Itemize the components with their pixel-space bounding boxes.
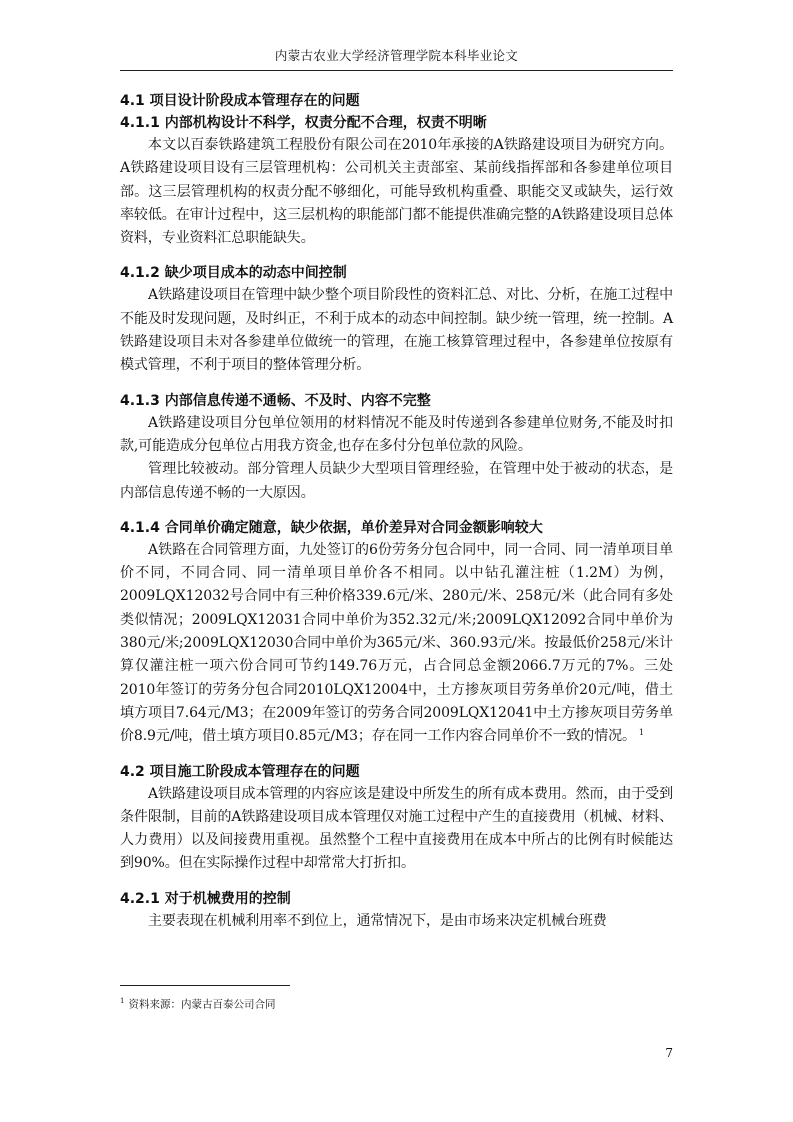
paragraph-4-1-3-a: A铁路建设项目分包单位领用的材料情况不能及时传递到各参建单位财务,不能及时扣款,可能造成分包单位占用我方资金,也存在多付分包单位款的风险。 [120,414,673,454]
footnote-marker: 1 [120,997,125,1005]
header-rule [120,70,673,71]
footnote [120,994,673,1012]
paragraph-4-1-3-b: 管理比较被动。部分管理人员缺少大型项目管理经验，在管理中处于被动的状态，是内部信息传递不畅的一大原因。 [120,461,673,501]
section-heading-4-1-1: 4.1.1 内部机构设计不科学，权责分配不合理，权责不明晰 [120,115,487,131]
paragraph-4-1-2: A铁路建设项目在管理中缺少整个项目阶段性的资料汇总、对比、分析，在施工过程中不能及时发现问题，及时纠正，不利于成本的动态中间控制。缺少统一管理，统一控制。A铁路建设项目未对各参建单位做统一的管理，在施工核算管理过程中，各参建单位按原有模式管理，不利于项目的整体管理分析。 [120,287,673,374]
spacer [120,749,673,761]
section-heading-4-1-2: 4.1.2 缺少项目成本的动态中间控制 [120,265,347,282]
spacer [120,505,673,517]
spacer [120,876,673,888]
page-number: 7 [665,1046,673,1060]
running-header: 内蒙古农业大学经济管理学院本科毕业论文 [274,48,519,63]
section-heading-4-2: 4.2 项目施工阶段成本管理存在的问题 [120,763,360,780]
section-heading-4-1: 4.1 项目设计阶段成本管理存在的问题 [120,93,360,109]
spacer [120,250,673,262]
footnote-rule [120,985,290,986]
paragraph-4-1-4 [120,539,673,749]
body-content [120,90,673,933]
paragraph-4-2: A铁路建设项目成本管理的内容应该是建设中所发生的所有成本费用。然而，由于受到条件限制，目前的A铁路建设项目成本管理仅对施工过程中产生的直接费用（机械、材料、人力费用）以及间接费用重视。虽然整个工程中直接费用在成本中所占的比例有时候能达到90%。但在实际操作过程中却常常大打折扣。 [120,785,673,872]
section-heading-4-1-3: 4.1.3 内部信息传递不通畅、不及时、内容不完整 [120,392,431,409]
section-heading-4-2-1: 4.2.1 对于机械费用的控制 [120,890,291,907]
paragraph-4-2-1: 主要表现在机械利用率不到位上，通常情况下，是由市场来决定机械台班费 [148,912,607,929]
paragraph-4-1-1: 本文以百泰铁路建筑工程股份有限公司在2010年承接的A铁路建设项目为研究方向。A铁路建设项目设有三层管理机构：公司机关主责部室、某前线指挥部和各参建单位项目部。这三层管理机构的权责分配不够细化，可能导致机构重叠、职能交叉或缺失，运行效率较低。在审计过程中，这三层机构的职能部门都不能提供准确完整的A铁路建设项目总体资料，专业资料汇总职能缺失。 [120,137,673,247]
footnote-reference[interactable]: 1 [638,727,644,737]
paragraph-4-1-4-text: A铁路在合同管理方面，九处签订的6份劳务分包合同中，同一合同、同一清单项目单价不同，不同合同、同一清单项目单价各不相同。以中钻孔灌注桩（1.2M）为例，2009LQX12032号合同中有三种价格339.6元/米、280元/米、258元/米（此合同有多处类似情况；2009LQX12031合同中单价为352.32元/米;2009LQX12092合同中单价为380元/米;2009LQX12030合同中单价为365元/米、360.93元/米。按最低价258元/米计算仅灌注桩一项六份合同可节约149.76万元，占合同总金额2066.7万元的7%。三处2010年签订的劳务分包合同2010LQX12004中，土方掺灰项目劳务单价20元/吨，借土填方项目7.64元/M3；在2009年签订的劳务合同2009LQX12041中土方掺灰项目劳务单价8.9元/吨，借土填方项目0.85元/M3；存在同一工作内容合同单价不一致的情况。 [120,541,673,745]
footnote-text: 资料来源：内蒙古百泰公司合同 [128,998,276,1011]
section-heading-4-1-4: 4.1.4 合同单价确定随意，缺少依据，单价差异对合同金额影响较大 [120,519,543,536]
spacer [120,378,673,390]
